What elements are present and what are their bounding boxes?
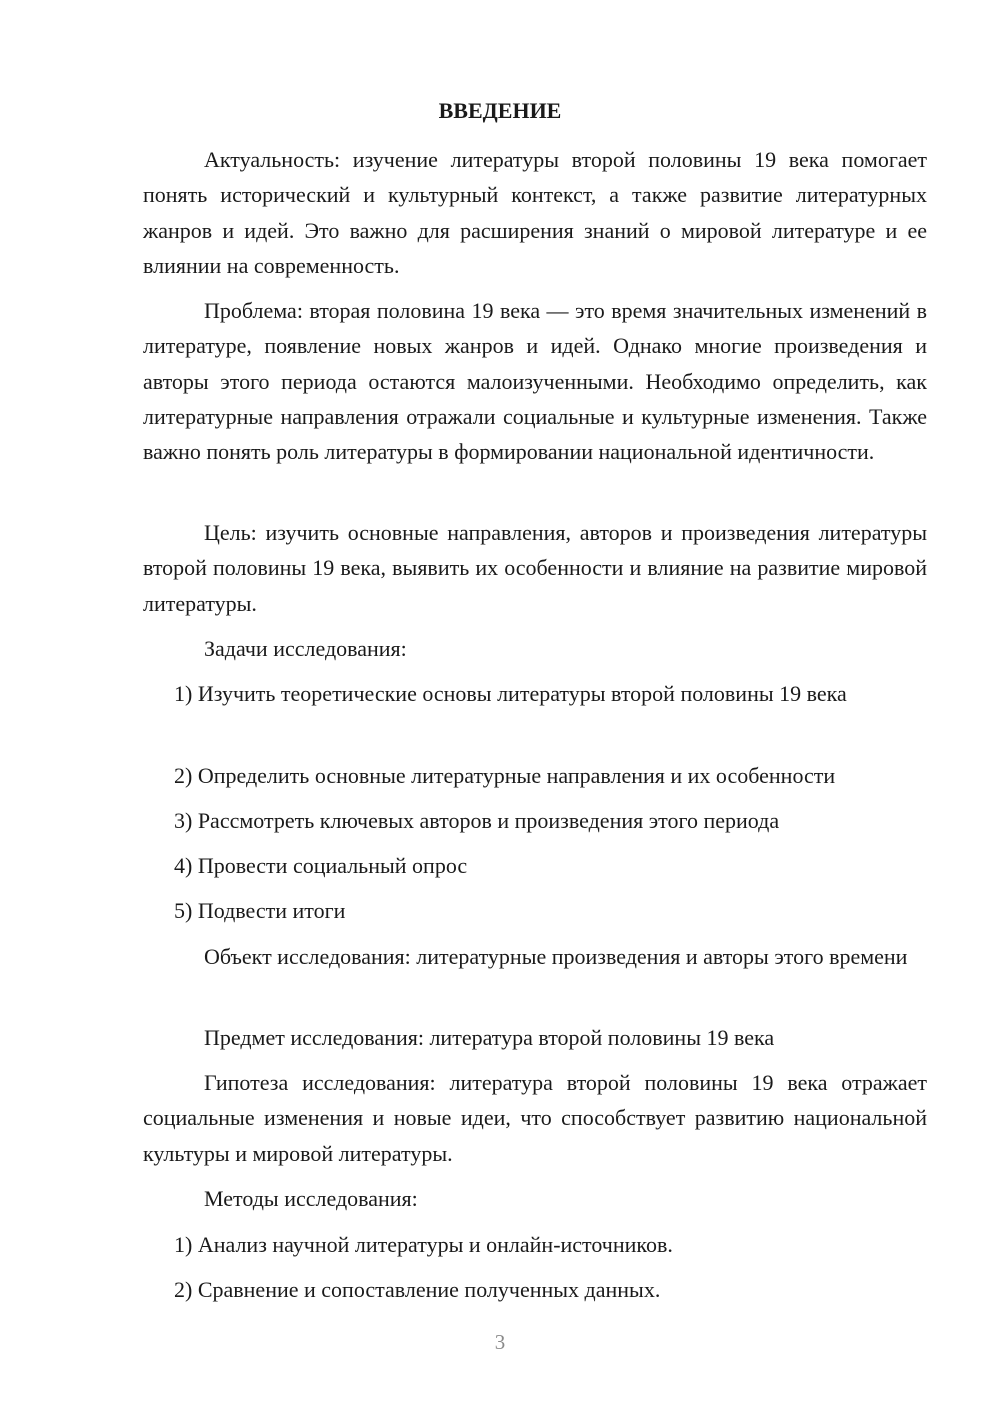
- list-item: 2) Сравнение и сопоставление полученных данных.: [174, 1277, 661, 1302]
- relevance-paragraph: Актуальность: изучение литературы второй половины 19 века помогает понять исторический и культурный контекст, а также развитие литературных жанров и идей. Это важно для расширения знаний о мировой литературе и ее влиянии на современность.: [143, 147, 927, 278]
- list-item: 5) Подвести итоги: [174, 898, 346, 923]
- problem-paragraph: Проблема: вторая половина 19 века — это время значительных изменений в литературе, появление новых жанров и идей. Однако многие произведения и авторы этого периода остаются малоизученными. Необходимо определить, как литературные направления отражали социальные и культурные изменения. Также важно понять роль литературы в формировании национальной идентичности.: [143, 298, 927, 465]
- list-item: 2) Определить основные литературные направления и их особенности: [174, 763, 836, 788]
- tasks-heading: Задачи исследования:: [204, 636, 407, 661]
- object-paragraph: Объект исследования: литературные произведения и авторы этого времени: [204, 944, 908, 969]
- list-item: 1) Анализ научной литературы и онлайн-источников.: [174, 1232, 673, 1257]
- subject-paragraph: Предмет исследования: литература второй половины 19 века: [204, 1025, 775, 1050]
- list-item: 1) Изучить теоретические основы литературы второй половины 19 века: [174, 681, 847, 706]
- hypothesis-paragraph: Гипотеза исследования: литература второй половины 19 века отражает социальные изменения и новые идеи, что способствует развитию национальной культуры и мировой литературы.: [143, 1070, 927, 1166]
- page-number: 3: [494, 1330, 506, 1354]
- page-title: ВВЕДЕНИЕ: [438, 98, 562, 123]
- list-item: 4) Провести социальный опрос: [174, 853, 468, 878]
- list-item: 3) Рассмотреть ключевых авторов и произведения этого периода: [174, 808, 780, 833]
- goal-paragraph: Цель: изучить основные направления, авторов и произведения литературы второй половины 19 века, выявить их особенности и влияние на развитие мировой литературы.: [143, 520, 927, 616]
- methods-heading: Методы исследования:: [204, 1186, 418, 1211]
